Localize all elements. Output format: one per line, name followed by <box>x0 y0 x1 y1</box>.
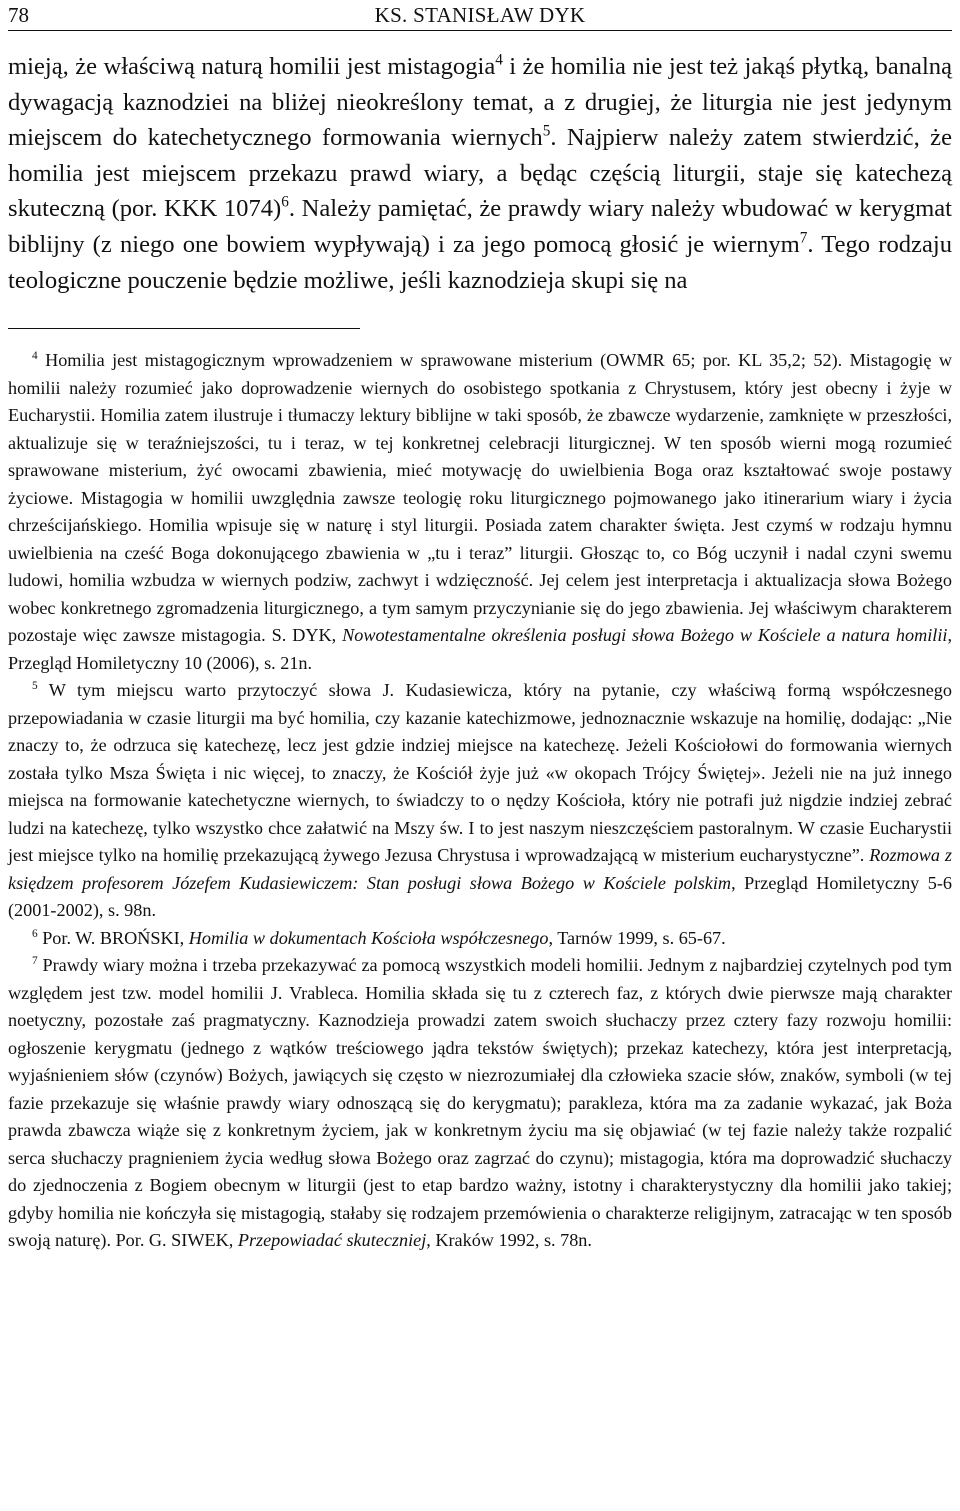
footnote-separator: , <box>179 927 189 948</box>
footnote-text: Prawdy wiary można i trzeba przekazywać za pomocą wszystkich modeli homilii. Jednym z najbardziej czytelnych pod tym względem jest tzw. model homilii J. Vrableca. Homilia składa się tu z czterech faz, z których dwie pierwsze mają charakter noetyczny, pozostałe zaś pragmatyczny. Kaznodzieja prowadzi zatem swoich słuchaczy przez cztery fazy rozwoju homilii: ogłoszenie kerygmatu (jednego z wątków treściowego jądra tekstów świętych); przekaz katechezy, która jest interpretacją, wyjaśnieniem słów (czynów) Bożych, jawiących się często w niezrozumiałej dla człowieka szacie słów, znaków, symboli (w tej fazie przekazuje się właśnie prawdy wiary odnoszącą się do kerygmatu); parakleza, która ma za zadanie wykazać, jak Boża prawda zbawcza wiąże się z konkretnym życiem, jak w konkretnym życiu ma się objawiać (w tej fazie należy także rozpalić serca słuchaczy pragnieniem życia według słowa Bożego oraz zagrzać do czynu); mistagogia, która ma doprowadzić słuchaczy do zjednoczenia z Bogiem obecnym w liturgii (jest to etap bardzo ważny, istotny i charakterystyczny dla homilii jako takiej; gdyby homilia nie kończyła się mistagogią, stałaby się rodzajem przemówienia o charakterze religijnym, zatracając w ten sposób swoją naturę). Por. G. <box>8 955 952 1251</box>
cited-source: , Przegląd Homiletyczny 10 (2006), s. 21n. <box>8 625 952 673</box>
body-text: . Tego rodzaju teologiczne pouczenie będzie możliwe, jeśli kaznodzieja skupi się na <box>8 230 953 294</box>
body-text: mieją, że właściwą naturą homilii jest mistagogia <box>8 53 496 80</box>
author-initial: S <box>171 1230 182 1251</box>
document-page <box>8 0 952 1255</box>
author-smallcaps: IWEK <box>181 1230 229 1251</box>
author-smallcaps: YK <box>305 625 332 646</box>
footnote-ref-5[interactable]: 5 <box>542 122 551 140</box>
body-paragraph <box>8 49 952 298</box>
footnote-divider <box>8 328 360 329</box>
footnote-6 <box>8 925 952 953</box>
author-initial: B <box>99 927 112 948</box>
body-text: i że homilia nie jest też jakąś płytką, banalną dywagacją kaznodziei na bliżej nieokreślony temat, a z drugiej, że liturgia nie jest jedynym miejscem do katechetycznego formowania wiernych <box>8 53 952 152</box>
footnote-ref-7[interactable]: 7 <box>799 229 808 247</box>
footnote-text: W tym miejscu warto przytoczyć słowa J. Kudasiewicza, który na pytanie, czy właściwą formą współczesnego przepowiadania w czasie liturgii ma być homilia, czy kazanie katechizmowe, jednoznacznie wskazuje na homilię, dodając: „Nie znaczy to, że odrzuca się katechezę, lecz jest gdzie indziej miejsce na katechezę. Jeżeli Kościołowi do formowania wiernych została tylko Msza Święta i nic więcej, to znaczy, że Kościół żyje już «w okopach Trójcy Świętej». Jeżeli nie na już innego miejsca na formowanie katechetyczne wiernych, to świadczy to o nędzy Kościoła, który nie potrafi już nigdzie indziej zebrać ludzi na katechezę, tylko wszystko chce załatwić na Mszy św. I to jest naszym nieszczęściem pastoralnym. W czasie Eucharystii jest miejsce tylko na homilię przekazującą żywego Jezusa Chrystusa i wprowadzającą w misterium eucharystyczne”. <box>8 680 952 866</box>
footnote-number: 6 <box>32 927 38 940</box>
page-number: 78 <box>8 3 29 27</box>
cited-title: Homilia w dokumentach Kościoła współczesnego <box>188 927 549 948</box>
footnote-ref-6[interactable]: 6 <box>281 193 289 211</box>
footnote-ref-4[interactable]: 4 <box>495 51 503 69</box>
footnote-text: Por. W. <box>37 927 100 948</box>
footnotes <box>8 347 952 1255</box>
footnote-5 <box>8 677 952 925</box>
cited-source: , Tarnów 1999, s. 65-67. <box>548 927 726 948</box>
body-text: . Najpierw należy zatem stwierdzić, że homilia jest miejscem przekazu prawd wiary, a będąc częścią liturgii, staje się katechezą skuteczną (por. KKK 1074) <box>8 124 953 223</box>
footnote-text: Homilia jest mistagogicznym wprowadzeniem w sprawowane misterium (OWMR 65; por. KL 35,2; 52). Mistagogię w homilii należy rozumieć jako doprowadzenie wiernych do osobistego spotkania z Chrystusem, który jest obecny i żyje w Eucharystii. Homilia zatem ilustruje i tłumaczy lektury biblijne w taki sposób, że zbawcze wydarzenie, zamknięte w przeszłości, aktualizuje się w teraźniejszości, tu i teraz, w tej konkretnej celebracji liturgicznej. W ten sposób wierni mogą rozumieć sprawowane misterium, żyć owocami zbawienia, mieć motywację do uwielbienia Boga oraz kształtować swoje postawy życiowe. Mistagogia w homilii uwzględnia zawsze teologię roku liturgicznego pojmowanego jako itinerarium wiary i życia chrześcijańskiego. Homilia wpisuje się w naturę i styl liturgii. Posiada zatem charakter święta. Jest czymś w rodzaju hymnu uwielbienia na cześć Boga dokonującego zbawienia w „tu i teraz” liturgii. Głosząc to, co Bóg uczynił i nadal czyni swemu ludowi, homilia wzbudza w wiernych podziw, zachwyt i wdzięczność. Jej celem jest interpretacja i aktualizacja słowa Bożego wobec konkretnego zgromadzenia liturgicznego, a tym samym przyczynianie się do jego zbawienia. Jej właściwym charakterem pozostaje więc zawsze mistagogia. S. <box>8 350 952 646</box>
cited-title: Nowotestamentalne określenia posługi słowa Bożego w Kościele a natura homilii <box>342 625 948 646</box>
cited-source: , Przegląd Homiletyczny 5-6 (2001-2002), s. 98n. <box>8 872 952 921</box>
cited-title: Rozmowa z księdzem profesorem Józefem Kudasiewiczem: Stan posługi słowa Bożego w Kościele polskim <box>8 845 952 893</box>
running-header-title: KS. STANISŁAW DYK <box>374 3 586 27</box>
author-smallcaps: ROŃSKI <box>111 927 180 948</box>
cited-source: , Kraków 1992, s. 78n. <box>426 1230 592 1251</box>
footnote-number: 7 <box>32 955 38 968</box>
cited-title: Przepowiadać skuteczniej <box>237 1230 427 1251</box>
running-header <box>8 0 952 31</box>
footnote-number: 5 <box>32 680 38 693</box>
footnote-separator: , <box>331 625 343 646</box>
footnote-number: 4 <box>32 350 38 363</box>
footnote-separator: , <box>228 1230 238 1251</box>
footnote-7 <box>8 952 952 1255</box>
body-text: . Należy pamiętać, że prawdy wiary należy wbudować w kerygmat biblijny (z niego one bowiem wypływają) i za jego pomocą głosić je wiernym <box>8 195 953 258</box>
footnote-4 <box>8 347 952 677</box>
author-initial: D <box>292 625 306 646</box>
